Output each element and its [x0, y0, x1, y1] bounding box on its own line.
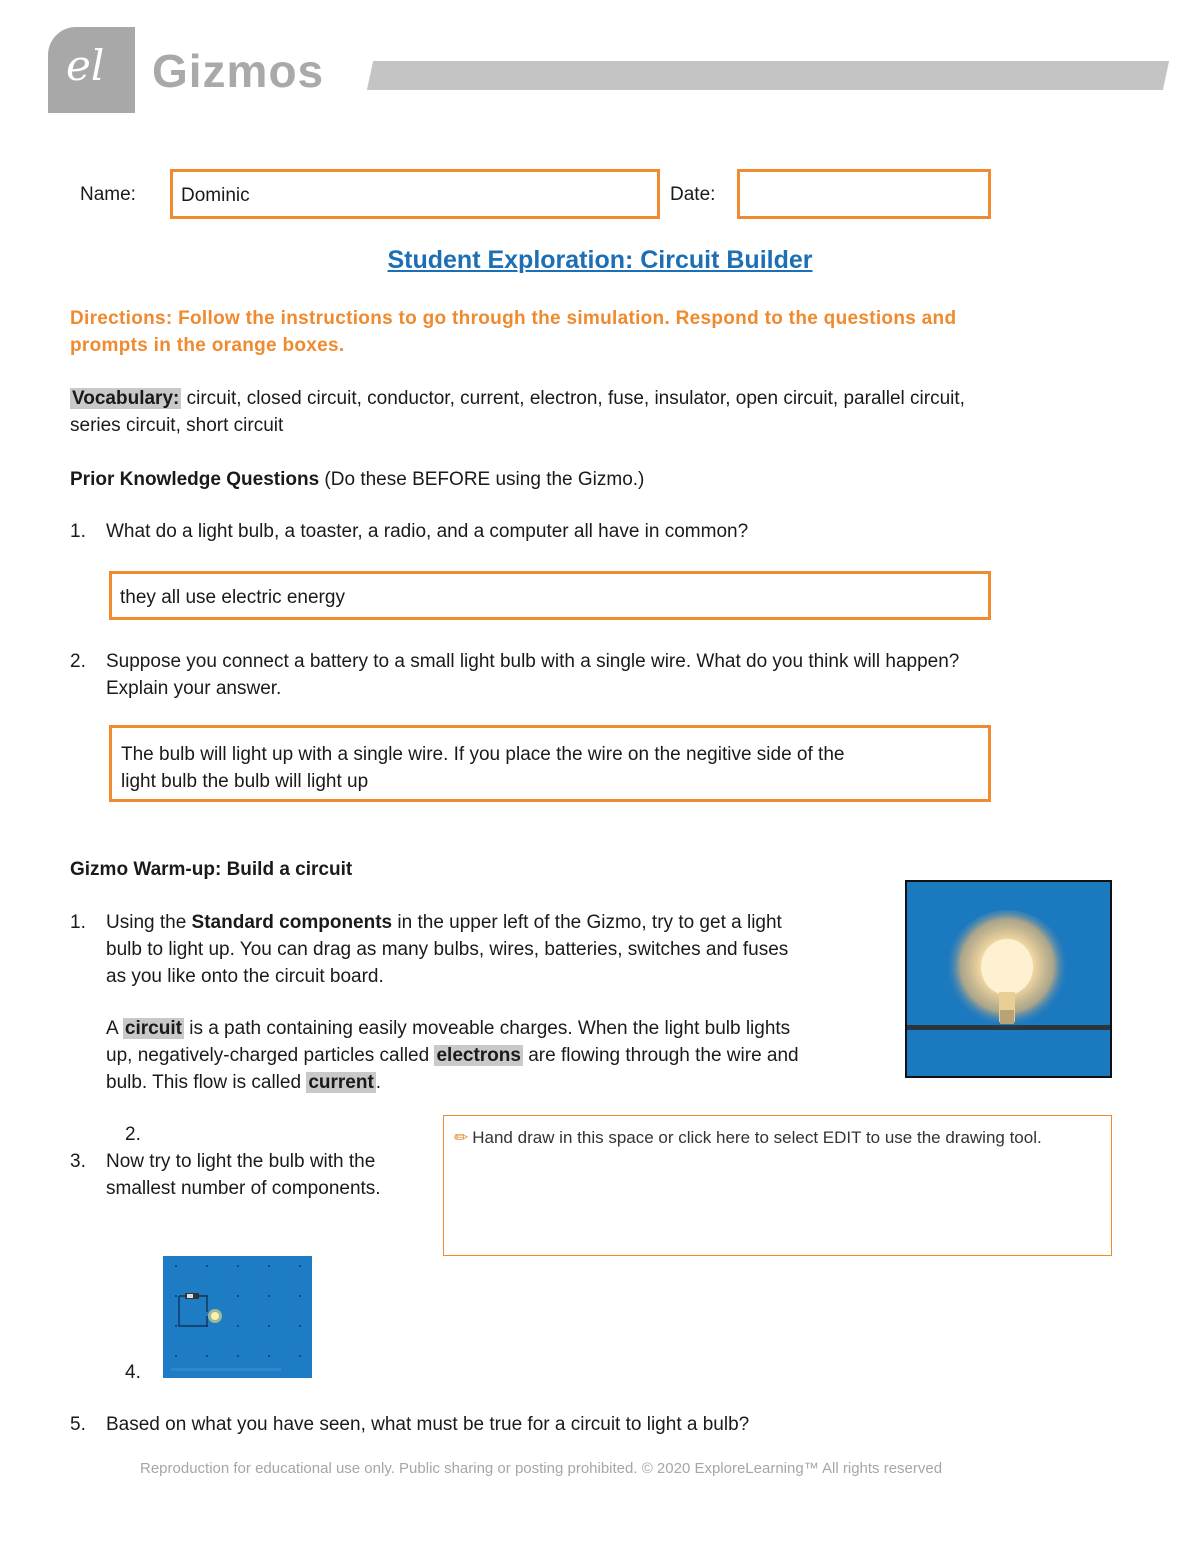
prior-knowledge-note: (Do these BEFORE using the Gizmo.): [319, 469, 645, 490]
term-current: current: [308, 1072, 374, 1093]
name-value: Dominic: [181, 185, 250, 206]
answer-box-1[interactable]: [109, 571, 991, 620]
drawing-prompt-text: Hand draw in this space or click here to select EDIT to use the drawing tool.: [472, 1128, 1042, 1147]
para-a: A: [106, 1018, 123, 1039]
para-line3-b: .: [375, 1072, 382, 1093]
para-line3-a: bulb. This flow is called: [106, 1072, 307, 1093]
drawing-area[interactable]: [443, 1115, 1112, 1256]
name-field[interactable]: [170, 169, 660, 219]
item1-post: in the upper left of the Gizmo, try to get a light: [392, 912, 782, 933]
q2-number: 2.: [70, 651, 86, 672]
warmup-item3-number: 3.: [70, 1151, 86, 1172]
name-label: Name:: [80, 184, 136, 205]
prior-knowledge-title: Prior Knowledge Questions: [70, 469, 320, 490]
answer-1: they all use electric energy: [120, 587, 345, 608]
gizmos-logo-badge: [48, 27, 135, 113]
warmup-item4-number: 4.: [125, 1362, 141, 1383]
item1-pre: Using the: [106, 912, 192, 933]
standard-components: Standard components: [191, 912, 393, 933]
prior-knowledge-heading: [70, 466, 644, 493]
vocabulary: [70, 385, 1150, 439]
directions-line1: Directions: Follow the instructions to go through the simulation. Respond to the questions and: [70, 308, 957, 329]
para-b: is a path containing easily moveable charges. When the light bulb lights: [183, 1018, 791, 1039]
directions: [70, 305, 956, 359]
q2-text: [106, 648, 959, 702]
q2-line2: Explain your answer.: [106, 678, 282, 699]
warmup-item5-number: 5.: [70, 1414, 86, 1435]
light-bulb-icon: [907, 882, 1110, 1076]
light-bulb-image: [905, 880, 1112, 1078]
vocabulary-label: Vocabulary:: [72, 388, 180, 409]
term-circuit: circuit: [124, 1018, 182, 1039]
answer-box-2[interactable]: [109, 725, 991, 802]
date-field[interactable]: [737, 169, 991, 219]
answer-2-line2: light bulb the bulb will light up: [121, 771, 369, 792]
q2-line1: Suppose you connect a battery to a small light bulb with a single wire. What do you think will happen?: [106, 651, 960, 672]
item1-line2: bulb to light up. You can drag as many bulbs, wires, batteries, switches and fuses: [106, 939, 789, 960]
item3-line2: smallest number of components.: [106, 1178, 381, 1199]
q1-text: What do a light bulb, a toaster, a radio, and a computer all have in common?: [106, 521, 749, 542]
warmup-item2-number: 2.: [125, 1124, 141, 1145]
q1-number: 1.: [70, 521, 86, 542]
drawing-prompt[interactable]: [454, 1128, 1042, 1148]
warmup-item5: Based on what you have seen, what must be true for a circuit to light a bulb?: [106, 1414, 750, 1435]
gizmos-logo-text: Gizmos: [152, 45, 325, 97]
item1-line3: as you like onto the circuit board.: [106, 966, 384, 987]
vocabulary-line2: series circuit, short circuit: [70, 415, 284, 436]
circuit-diagram-icon: [163, 1256, 312, 1378]
directions-line2: prompts in the orange boxes.: [70, 335, 345, 356]
warmup-item1-number: 1.: [70, 912, 86, 933]
warmup-heading: Gizmo Warm-up: Build a circuit: [70, 859, 353, 880]
answer-2: [121, 741, 844, 795]
vocabulary-line1: circuit, closed circuit, conductor, current, electron, fuse, insulator, open circuit, parallel circuit,: [181, 388, 965, 409]
header-bar: [367, 61, 1169, 90]
term-electrons: electrons: [436, 1045, 521, 1066]
warmup-item1: [106, 909, 896, 990]
item3-line1: Now try to light the bulb with the: [106, 1151, 376, 1172]
circuit-thumbnail: [163, 1256, 312, 1378]
circuit-definition: [106, 1015, 896, 1096]
pencil-icon: ✏: [454, 1128, 469, 1147]
date-label: Date:: [670, 184, 716, 205]
para-line2-a: up, negatively-charged particles called: [106, 1045, 435, 1066]
answer-2-line1: The bulb will light up with a single wire. If you place the wire on the negitive side of the: [121, 744, 845, 765]
footer-copyright: Reproduction for educational use only. Public sharing or posting prohibited. © 2020 ExploreLearning™ All rights reserved: [140, 1460, 943, 1477]
warmup-item3: [106, 1148, 381, 1202]
logo-mark: el: [66, 41, 105, 90]
page-title: Student Exploration: Circuit Builder: [387, 246, 813, 274]
para-line2-b: are flowing through the wire and: [522, 1045, 799, 1066]
